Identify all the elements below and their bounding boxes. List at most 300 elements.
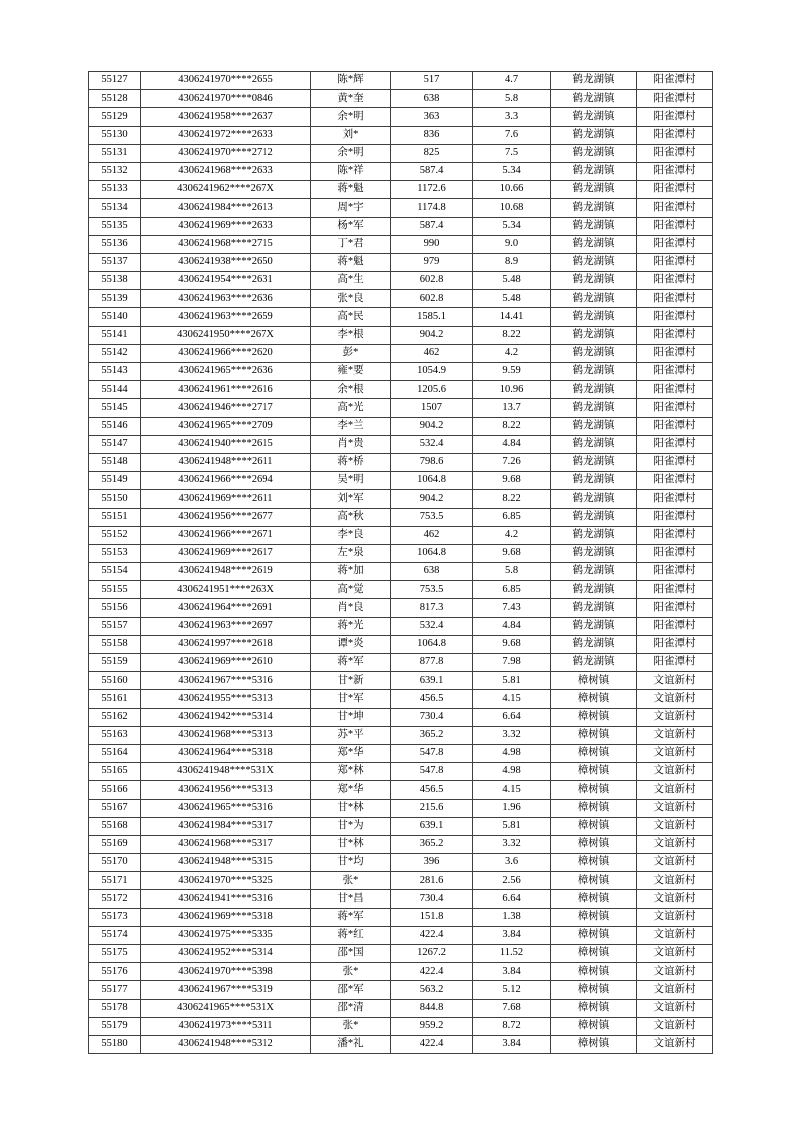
cell-name: 高*生 bbox=[311, 272, 391, 290]
cell-name: 李*兰 bbox=[311, 417, 391, 435]
cell-amount: 1054.9 bbox=[391, 363, 473, 381]
cell-village: 阳雀潭村 bbox=[637, 181, 713, 199]
cell-town: 鹤龙湖镇 bbox=[551, 108, 637, 126]
cell-rate: 14.41 bbox=[473, 308, 551, 326]
cell-town: 鹤龙湖镇 bbox=[551, 162, 637, 180]
cell-rate: 7.68 bbox=[473, 999, 551, 1017]
cell-village: 文谊新村 bbox=[637, 799, 713, 817]
cell-no: 55170 bbox=[89, 854, 141, 872]
cell-no: 55158 bbox=[89, 635, 141, 653]
cell-village: 阳雀潭村 bbox=[637, 435, 713, 453]
cell-name: 甘*军 bbox=[311, 690, 391, 708]
cell-rate: 4.2 bbox=[473, 344, 551, 362]
cell-amount: 563.2 bbox=[391, 981, 473, 999]
cell-name: 张* bbox=[311, 1017, 391, 1035]
cell-no: 55146 bbox=[89, 417, 141, 435]
cell-rate: 3.6 bbox=[473, 854, 551, 872]
cell-amount: 1064.8 bbox=[391, 544, 473, 562]
cell-amount: 1585.1 bbox=[391, 308, 473, 326]
cell-name: 雍*要 bbox=[311, 363, 391, 381]
cell-id: 4306241965****2636 bbox=[141, 363, 311, 381]
cell-amount: 1507 bbox=[391, 399, 473, 417]
cell-no: 55148 bbox=[89, 453, 141, 471]
cell-village: 阳雀潭村 bbox=[637, 508, 713, 526]
cell-rate: 8.22 bbox=[473, 417, 551, 435]
table-row bbox=[89, 945, 713, 963]
cell-town: 鹤龙湖镇 bbox=[551, 472, 637, 490]
cell-rate: 3.32 bbox=[473, 726, 551, 744]
cell-id: 4306241972****2633 bbox=[141, 126, 311, 144]
cell-rate: 10.66 bbox=[473, 181, 551, 199]
table-row bbox=[89, 399, 713, 417]
cell-id: 4306241970****5398 bbox=[141, 963, 311, 981]
table-row bbox=[89, 381, 713, 399]
cell-village: 阳雀潭村 bbox=[637, 635, 713, 653]
cell-no: 55173 bbox=[89, 908, 141, 926]
cell-village: 文谊新村 bbox=[637, 672, 713, 690]
cell-town: 樟树镇 bbox=[551, 672, 637, 690]
table-row bbox=[89, 472, 713, 490]
cell-name: 苏*平 bbox=[311, 726, 391, 744]
cell-amount: 753.5 bbox=[391, 508, 473, 526]
roster-table bbox=[88, 71, 713, 1054]
table-row bbox=[89, 672, 713, 690]
cell-town: 鹤龙湖镇 bbox=[551, 526, 637, 544]
table-row bbox=[89, 508, 713, 526]
cell-name: 邵*国 bbox=[311, 945, 391, 963]
cell-name: 吴*明 bbox=[311, 472, 391, 490]
cell-rate: 6.85 bbox=[473, 508, 551, 526]
cell-name: 刘* bbox=[311, 126, 391, 144]
cell-id: 4306241948****2619 bbox=[141, 563, 311, 581]
table-row bbox=[89, 708, 713, 726]
table-row bbox=[89, 563, 713, 581]
cell-id: 4306241968****5313 bbox=[141, 726, 311, 744]
cell-amount: 587.4 bbox=[391, 217, 473, 235]
table-row bbox=[89, 235, 713, 253]
table-row bbox=[89, 144, 713, 162]
cell-name: 蒋*军 bbox=[311, 908, 391, 926]
cell-town: 樟树镇 bbox=[551, 744, 637, 762]
cell-id: 4306241965****531X bbox=[141, 999, 311, 1017]
table-row bbox=[89, 290, 713, 308]
cell-village: 阳雀潭村 bbox=[637, 199, 713, 217]
cell-town: 樟树镇 bbox=[551, 945, 637, 963]
cell-town: 鹤龙湖镇 bbox=[551, 654, 637, 672]
cell-name: 肖*贵 bbox=[311, 435, 391, 453]
cell-id: 4306241966****2620 bbox=[141, 344, 311, 362]
table-row bbox=[89, 799, 713, 817]
cell-name: 蒋*光 bbox=[311, 617, 391, 635]
cell-no: 55152 bbox=[89, 526, 141, 544]
cell-town: 鹤龙湖镇 bbox=[551, 599, 637, 617]
cell-town: 樟树镇 bbox=[551, 708, 637, 726]
cell-id: 4306241965****2709 bbox=[141, 417, 311, 435]
table-row bbox=[89, 690, 713, 708]
cell-name: 邵*军 bbox=[311, 981, 391, 999]
table-row bbox=[89, 854, 713, 872]
cell-amount: 844.8 bbox=[391, 999, 473, 1017]
cell-village: 阳雀潭村 bbox=[637, 126, 713, 144]
table-row bbox=[89, 435, 713, 453]
cell-amount: 365.2 bbox=[391, 726, 473, 744]
cell-no: 55160 bbox=[89, 672, 141, 690]
cell-rate: 9.68 bbox=[473, 635, 551, 653]
cell-rate: 5.8 bbox=[473, 90, 551, 108]
cell-amount: 1172.6 bbox=[391, 181, 473, 199]
cell-name: 潘*礼 bbox=[311, 1035, 391, 1053]
cell-no: 55131 bbox=[89, 144, 141, 162]
cell-rate: 5.34 bbox=[473, 217, 551, 235]
cell-id: 4306241954****2631 bbox=[141, 272, 311, 290]
cell-id: 4306241969****2610 bbox=[141, 654, 311, 672]
table-row bbox=[89, 90, 713, 108]
table-row bbox=[89, 526, 713, 544]
cell-village: 文谊新村 bbox=[637, 908, 713, 926]
cell-town: 樟树镇 bbox=[551, 872, 637, 890]
cell-id: 4306241967****5319 bbox=[141, 981, 311, 999]
cell-town: 鹤龙湖镇 bbox=[551, 181, 637, 199]
table-row bbox=[89, 835, 713, 853]
table-row bbox=[89, 599, 713, 617]
table-row bbox=[89, 581, 713, 599]
cell-id: 4306241966****2694 bbox=[141, 472, 311, 490]
cell-id: 4306241948****5315 bbox=[141, 854, 311, 872]
cell-name: 左*泉 bbox=[311, 544, 391, 562]
cell-no: 55140 bbox=[89, 308, 141, 326]
cell-town: 樟树镇 bbox=[551, 926, 637, 944]
cell-name: 张* bbox=[311, 963, 391, 981]
cell-id: 4306241940****2615 bbox=[141, 435, 311, 453]
cell-amount: 817.3 bbox=[391, 599, 473, 617]
cell-rate: 5.34 bbox=[473, 162, 551, 180]
cell-town: 鹤龙湖镇 bbox=[551, 90, 637, 108]
cell-rate: 8.72 bbox=[473, 1017, 551, 1035]
cell-amount: 151.8 bbox=[391, 908, 473, 926]
table-row bbox=[89, 963, 713, 981]
cell-id: 4306241958****2637 bbox=[141, 108, 311, 126]
cell-name: 甘*林 bbox=[311, 799, 391, 817]
cell-village: 阳雀潭村 bbox=[637, 217, 713, 235]
cell-name: 刘*军 bbox=[311, 490, 391, 508]
cell-no: 55169 bbox=[89, 835, 141, 853]
cell-village: 阳雀潭村 bbox=[637, 162, 713, 180]
cell-id: 4306241964****5318 bbox=[141, 744, 311, 762]
cell-village: 阳雀潭村 bbox=[637, 417, 713, 435]
table-row bbox=[89, 635, 713, 653]
cell-id: 4306241973****5311 bbox=[141, 1017, 311, 1035]
table-row bbox=[89, 126, 713, 144]
cell-id: 4306241984****5317 bbox=[141, 817, 311, 835]
cell-town: 鹤龙湖镇 bbox=[551, 617, 637, 635]
cell-name: 张* bbox=[311, 872, 391, 890]
cell-name: 高*光 bbox=[311, 399, 391, 417]
cell-town: 鹤龙湖镇 bbox=[551, 435, 637, 453]
table-row bbox=[89, 617, 713, 635]
cell-id: 4306241970****2712 bbox=[141, 144, 311, 162]
cell-village: 阳雀潭村 bbox=[637, 363, 713, 381]
cell-rate: 7.6 bbox=[473, 126, 551, 144]
cell-rate: 5.81 bbox=[473, 672, 551, 690]
cell-no: 55141 bbox=[89, 326, 141, 344]
table-row bbox=[89, 872, 713, 890]
cell-rate: 5.48 bbox=[473, 272, 551, 290]
cell-name: 余*根 bbox=[311, 381, 391, 399]
cell-amount: 422.4 bbox=[391, 963, 473, 981]
cell-village: 文谊新村 bbox=[637, 999, 713, 1017]
cell-no: 55136 bbox=[89, 235, 141, 253]
cell-no: 55171 bbox=[89, 872, 141, 890]
cell-town: 鹤龙湖镇 bbox=[551, 235, 637, 253]
cell-no: 55127 bbox=[89, 72, 141, 90]
table-body bbox=[89, 72, 713, 1054]
cell-town: 鹤龙湖镇 bbox=[551, 308, 637, 326]
cell-amount: 422.4 bbox=[391, 926, 473, 944]
cell-rate: 13.7 bbox=[473, 399, 551, 417]
cell-no: 55129 bbox=[89, 108, 141, 126]
cell-town: 鹤龙湖镇 bbox=[551, 544, 637, 562]
cell-rate: 3.3 bbox=[473, 108, 551, 126]
cell-name: 李*良 bbox=[311, 526, 391, 544]
cell-amount: 363 bbox=[391, 108, 473, 126]
table-row bbox=[89, 763, 713, 781]
cell-rate: 10.68 bbox=[473, 199, 551, 217]
cell-id: 4306241970****0846 bbox=[141, 90, 311, 108]
cell-village: 阳雀潭村 bbox=[637, 308, 713, 326]
cell-no: 55162 bbox=[89, 708, 141, 726]
cell-amount: 904.2 bbox=[391, 326, 473, 344]
cell-id: 4306241968****5317 bbox=[141, 835, 311, 853]
cell-no: 55179 bbox=[89, 1017, 141, 1035]
cell-id: 4306241967****5316 bbox=[141, 672, 311, 690]
table-row bbox=[89, 544, 713, 562]
cell-town: 樟树镇 bbox=[551, 981, 637, 999]
cell-amount: 639.1 bbox=[391, 817, 473, 835]
cell-amount: 1174.8 bbox=[391, 199, 473, 217]
cell-id: 4306241975****5335 bbox=[141, 926, 311, 944]
cell-no: 55180 bbox=[89, 1035, 141, 1053]
cell-town: 樟树镇 bbox=[551, 726, 637, 744]
cell-village: 阳雀潭村 bbox=[637, 453, 713, 471]
cell-name: 蒋*红 bbox=[311, 926, 391, 944]
cell-village: 阳雀潭村 bbox=[637, 90, 713, 108]
cell-amount: 547.8 bbox=[391, 763, 473, 781]
cell-village: 阳雀潭村 bbox=[637, 235, 713, 253]
cell-no: 55157 bbox=[89, 617, 141, 635]
cell-town: 鹤龙湖镇 bbox=[551, 453, 637, 471]
cell-name: 张*良 bbox=[311, 290, 391, 308]
table-row bbox=[89, 72, 713, 90]
cell-name: 李*根 bbox=[311, 326, 391, 344]
cell-id: 4306241970****2655 bbox=[141, 72, 311, 90]
cell-town: 樟树镇 bbox=[551, 890, 637, 908]
table-row bbox=[89, 453, 713, 471]
cell-rate: 1.96 bbox=[473, 799, 551, 817]
cell-id: 4306241942****5314 bbox=[141, 708, 311, 726]
cell-amount: 1267.2 bbox=[391, 945, 473, 963]
cell-village: 文谊新村 bbox=[637, 690, 713, 708]
cell-town: 樟树镇 bbox=[551, 854, 637, 872]
cell-town: 鹤龙湖镇 bbox=[551, 126, 637, 144]
cell-no: 55144 bbox=[89, 381, 141, 399]
cell-no: 55133 bbox=[89, 181, 141, 199]
cell-amount: 730.4 bbox=[391, 890, 473, 908]
table-row bbox=[89, 308, 713, 326]
cell-rate: 7.43 bbox=[473, 599, 551, 617]
cell-village: 文谊新村 bbox=[637, 1017, 713, 1035]
cell-town: 樟树镇 bbox=[551, 963, 637, 981]
cell-amount: 904.2 bbox=[391, 417, 473, 435]
cell-village: 文谊新村 bbox=[637, 981, 713, 999]
cell-id: 4306241969****2633 bbox=[141, 217, 311, 235]
cell-rate: 4.15 bbox=[473, 690, 551, 708]
cell-rate: 4.7 bbox=[473, 72, 551, 90]
cell-amount: 422.4 bbox=[391, 1035, 473, 1053]
cell-no: 55128 bbox=[89, 90, 141, 108]
cell-no: 55143 bbox=[89, 363, 141, 381]
cell-name: 谭*炎 bbox=[311, 635, 391, 653]
cell-amount: 798.6 bbox=[391, 453, 473, 471]
cell-village: 文谊新村 bbox=[637, 781, 713, 799]
cell-town: 鹤龙湖镇 bbox=[551, 417, 637, 435]
table-row bbox=[89, 999, 713, 1017]
cell-no: 55174 bbox=[89, 926, 141, 944]
cell-rate: 8.22 bbox=[473, 490, 551, 508]
cell-id: 4306241962****267X bbox=[141, 181, 311, 199]
cell-name: 甘*均 bbox=[311, 854, 391, 872]
cell-no: 55165 bbox=[89, 763, 141, 781]
cell-id: 4306241951****263X bbox=[141, 581, 311, 599]
cell-name: 高*秋 bbox=[311, 508, 391, 526]
table-row bbox=[89, 926, 713, 944]
cell-town: 鹤龙湖镇 bbox=[551, 581, 637, 599]
table-row bbox=[89, 363, 713, 381]
cell-town: 鹤龙湖镇 bbox=[551, 72, 637, 90]
table-row bbox=[89, 344, 713, 362]
cell-village: 文谊新村 bbox=[637, 1035, 713, 1053]
cell-village: 阳雀潭村 bbox=[637, 654, 713, 672]
cell-town: 鹤龙湖镇 bbox=[551, 217, 637, 235]
cell-village: 阳雀潭村 bbox=[637, 326, 713, 344]
cell-name: 周*宇 bbox=[311, 199, 391, 217]
cell-amount: 753.5 bbox=[391, 581, 473, 599]
cell-name: 黄*奎 bbox=[311, 90, 391, 108]
cell-town: 鹤龙湖镇 bbox=[551, 144, 637, 162]
cell-town: 鹤龙湖镇 bbox=[551, 399, 637, 417]
cell-no: 55154 bbox=[89, 563, 141, 581]
cell-town: 鹤龙湖镇 bbox=[551, 290, 637, 308]
cell-town: 鹤龙湖镇 bbox=[551, 381, 637, 399]
cell-rate: 7.5 bbox=[473, 144, 551, 162]
cell-no: 55155 bbox=[89, 581, 141, 599]
cell-name: 邵*清 bbox=[311, 999, 391, 1017]
cell-no: 55134 bbox=[89, 199, 141, 217]
cell-village: 阳雀潭村 bbox=[637, 344, 713, 362]
cell-amount: 836 bbox=[391, 126, 473, 144]
cell-rate: 4.84 bbox=[473, 617, 551, 635]
cell-village: 阳雀潭村 bbox=[637, 253, 713, 271]
cell-town: 鹤龙湖镇 bbox=[551, 635, 637, 653]
cell-rate: 4.84 bbox=[473, 435, 551, 453]
cell-rate: 4.2 bbox=[473, 526, 551, 544]
cell-no: 55166 bbox=[89, 781, 141, 799]
cell-amount: 587.4 bbox=[391, 162, 473, 180]
cell-rate: 4.98 bbox=[473, 763, 551, 781]
cell-no: 55164 bbox=[89, 744, 141, 762]
cell-amount: 517 bbox=[391, 72, 473, 90]
cell-id: 4306241956****5313 bbox=[141, 781, 311, 799]
cell-village: 文谊新村 bbox=[637, 872, 713, 890]
table-row bbox=[89, 108, 713, 126]
cell-name: 甘*林 bbox=[311, 835, 391, 853]
cell-rate: 3.84 bbox=[473, 963, 551, 981]
cell-amount: 532.4 bbox=[391, 617, 473, 635]
cell-id: 4306241948****531X bbox=[141, 763, 311, 781]
cell-id: 4306241963****2659 bbox=[141, 308, 311, 326]
cell-town: 鹤龙湖镇 bbox=[551, 199, 637, 217]
cell-amount: 990 bbox=[391, 235, 473, 253]
cell-village: 文谊新村 bbox=[637, 926, 713, 944]
cell-amount: 730.4 bbox=[391, 708, 473, 726]
cell-town: 鹤龙湖镇 bbox=[551, 508, 637, 526]
cell-no: 55176 bbox=[89, 963, 141, 981]
cell-amount: 462 bbox=[391, 344, 473, 362]
cell-rate: 3.84 bbox=[473, 926, 551, 944]
cell-village: 文谊新村 bbox=[637, 835, 713, 853]
cell-village: 阳雀潭村 bbox=[637, 472, 713, 490]
cell-no: 55168 bbox=[89, 817, 141, 835]
cell-rate: 9.0 bbox=[473, 235, 551, 253]
cell-amount: 825 bbox=[391, 144, 473, 162]
table-row bbox=[89, 781, 713, 799]
cell-no: 55137 bbox=[89, 253, 141, 271]
cell-name: 高*民 bbox=[311, 308, 391, 326]
cell-village: 阳雀潭村 bbox=[637, 272, 713, 290]
cell-id: 4306241956****2677 bbox=[141, 508, 311, 526]
cell-village: 文谊新村 bbox=[637, 963, 713, 981]
cell-village: 文谊新村 bbox=[637, 817, 713, 835]
cell-village: 文谊新村 bbox=[637, 708, 713, 726]
cell-village: 阳雀潭村 bbox=[637, 544, 713, 562]
cell-amount: 456.5 bbox=[391, 781, 473, 799]
cell-id: 4306241966****2671 bbox=[141, 526, 311, 544]
cell-no: 55161 bbox=[89, 690, 141, 708]
cell-id: 4306241968****2715 bbox=[141, 235, 311, 253]
cell-id: 4306241955****5313 bbox=[141, 690, 311, 708]
cell-town: 鹤龙湖镇 bbox=[551, 344, 637, 362]
cell-no: 55138 bbox=[89, 272, 141, 290]
cell-village: 文谊新村 bbox=[637, 890, 713, 908]
cell-id: 4306241984****2613 bbox=[141, 199, 311, 217]
cell-town: 鹤龙湖镇 bbox=[551, 326, 637, 344]
cell-village: 阳雀潭村 bbox=[637, 381, 713, 399]
cell-town: 鹤龙湖镇 bbox=[551, 253, 637, 271]
cell-rate: 3.32 bbox=[473, 835, 551, 853]
table-row bbox=[89, 199, 713, 217]
cell-amount: 396 bbox=[391, 854, 473, 872]
table-row bbox=[89, 744, 713, 762]
cell-town: 樟树镇 bbox=[551, 799, 637, 817]
table-row bbox=[89, 490, 713, 508]
cell-amount: 602.8 bbox=[391, 272, 473, 290]
cell-no: 55178 bbox=[89, 999, 141, 1017]
table-row bbox=[89, 162, 713, 180]
cell-id: 4306241938****2650 bbox=[141, 253, 311, 271]
cell-village: 阳雀潭村 bbox=[637, 599, 713, 617]
cell-id: 4306241948****2611 bbox=[141, 453, 311, 471]
cell-name: 高*觉 bbox=[311, 581, 391, 599]
table-row bbox=[89, 417, 713, 435]
